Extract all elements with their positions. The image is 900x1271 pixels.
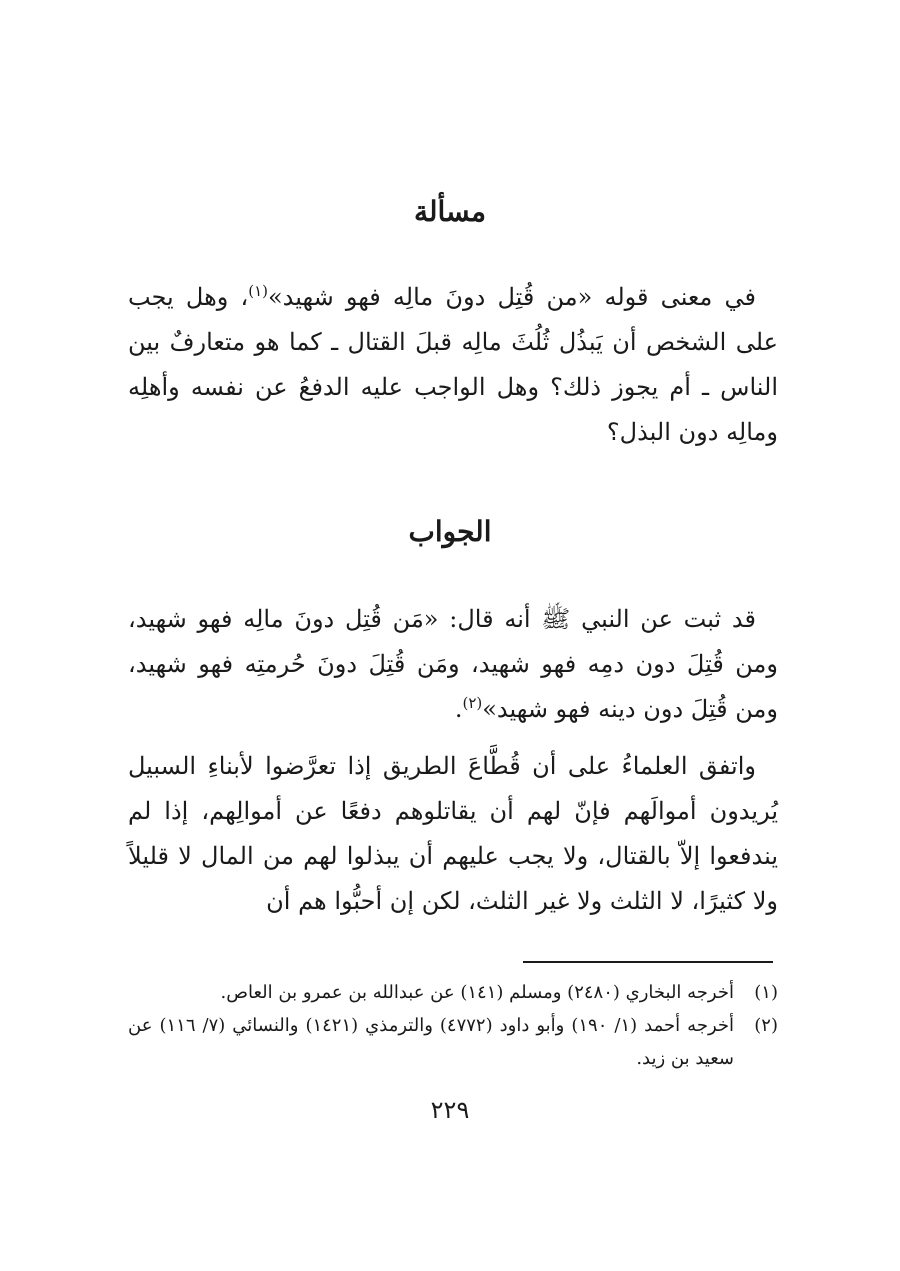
footnote-text: أخرجه البخاري (٢٤٨٠) ومسلم (١٤١) عن عبدالله بن عمرو بن العاص. (220, 982, 734, 1003)
footnote-text: أخرجه أحمد (١/ ١٩٠) وأبو داود (٤٧٧٢) والترمذي (١٤٢١) والنسائي (٧/ ١١٦) عن سعيد بن زيد. (128, 1015, 735, 1069)
answer-paragraph-1 (128, 597, 778, 732)
footnote-1 (128, 976, 778, 1009)
answer-heading: الجواب (408, 515, 492, 548)
footnotes (128, 976, 778, 1075)
footnote-number: (١) (754, 982, 778, 1003)
question-paragraph (128, 275, 778, 455)
hadith-text: قد ثبت عن النبي ﷺ أنه قال: «مَن قُتِل دونَ مالِه فهو شهيد، ومن قُتِلَ دون دمِه فهو شهيد، ومَن قُتِلَ دونَ حُرمتِه فهو شهيد، ومن قُتِلَ دون دينه فهو شهيد» (128, 605, 778, 723)
page-number: ٢٢٩ (430, 1096, 470, 1124)
question-text-start: في معنى قوله «من قُتِل دونَ مالِه فهو شهيد» (268, 283, 756, 311)
footnote-ref-2: (٢) (462, 694, 483, 712)
footnote-separator (523, 961, 773, 963)
answer-paragraph-2: واتفق العلماءُ على أن قُطَّاعَ الطريق إذا تعرَّضوا لأبناءِ السبيل يُريدون أموالَهم فإنّ لهم أن يقاتلوهم دفعًا عن أموالِهم، إذا لم يندفعوا إلاّ بالقتال، ولا يجب عليهم أن يبذلوا لهم من المال لا قليلاً ولا كثيرًا، لا الثلث ولا غير الثلث، لكن إن أحبُّوا هم أن (128, 752, 778, 915)
question-heading: مسألة (413, 195, 487, 228)
hadith-end-period: . (454, 695, 463, 723)
footnote-2 (128, 1009, 778, 1075)
footnote-number: (٢) (754, 1015, 778, 1036)
footnote-ref-1: (١) (248, 282, 268, 300)
question-text-end: ، وهل يجب على الشخص أن يَبذُل ثُلُثَ مالِه قبلَ القتال ـ كما هو متعارفٌ بين الناس ـ أم يجوز ذلك؟ وهل الواجب عليه الدفعُ عن نفسه وأهلِه ومالِه دون البذل؟ (128, 283, 778, 446)
